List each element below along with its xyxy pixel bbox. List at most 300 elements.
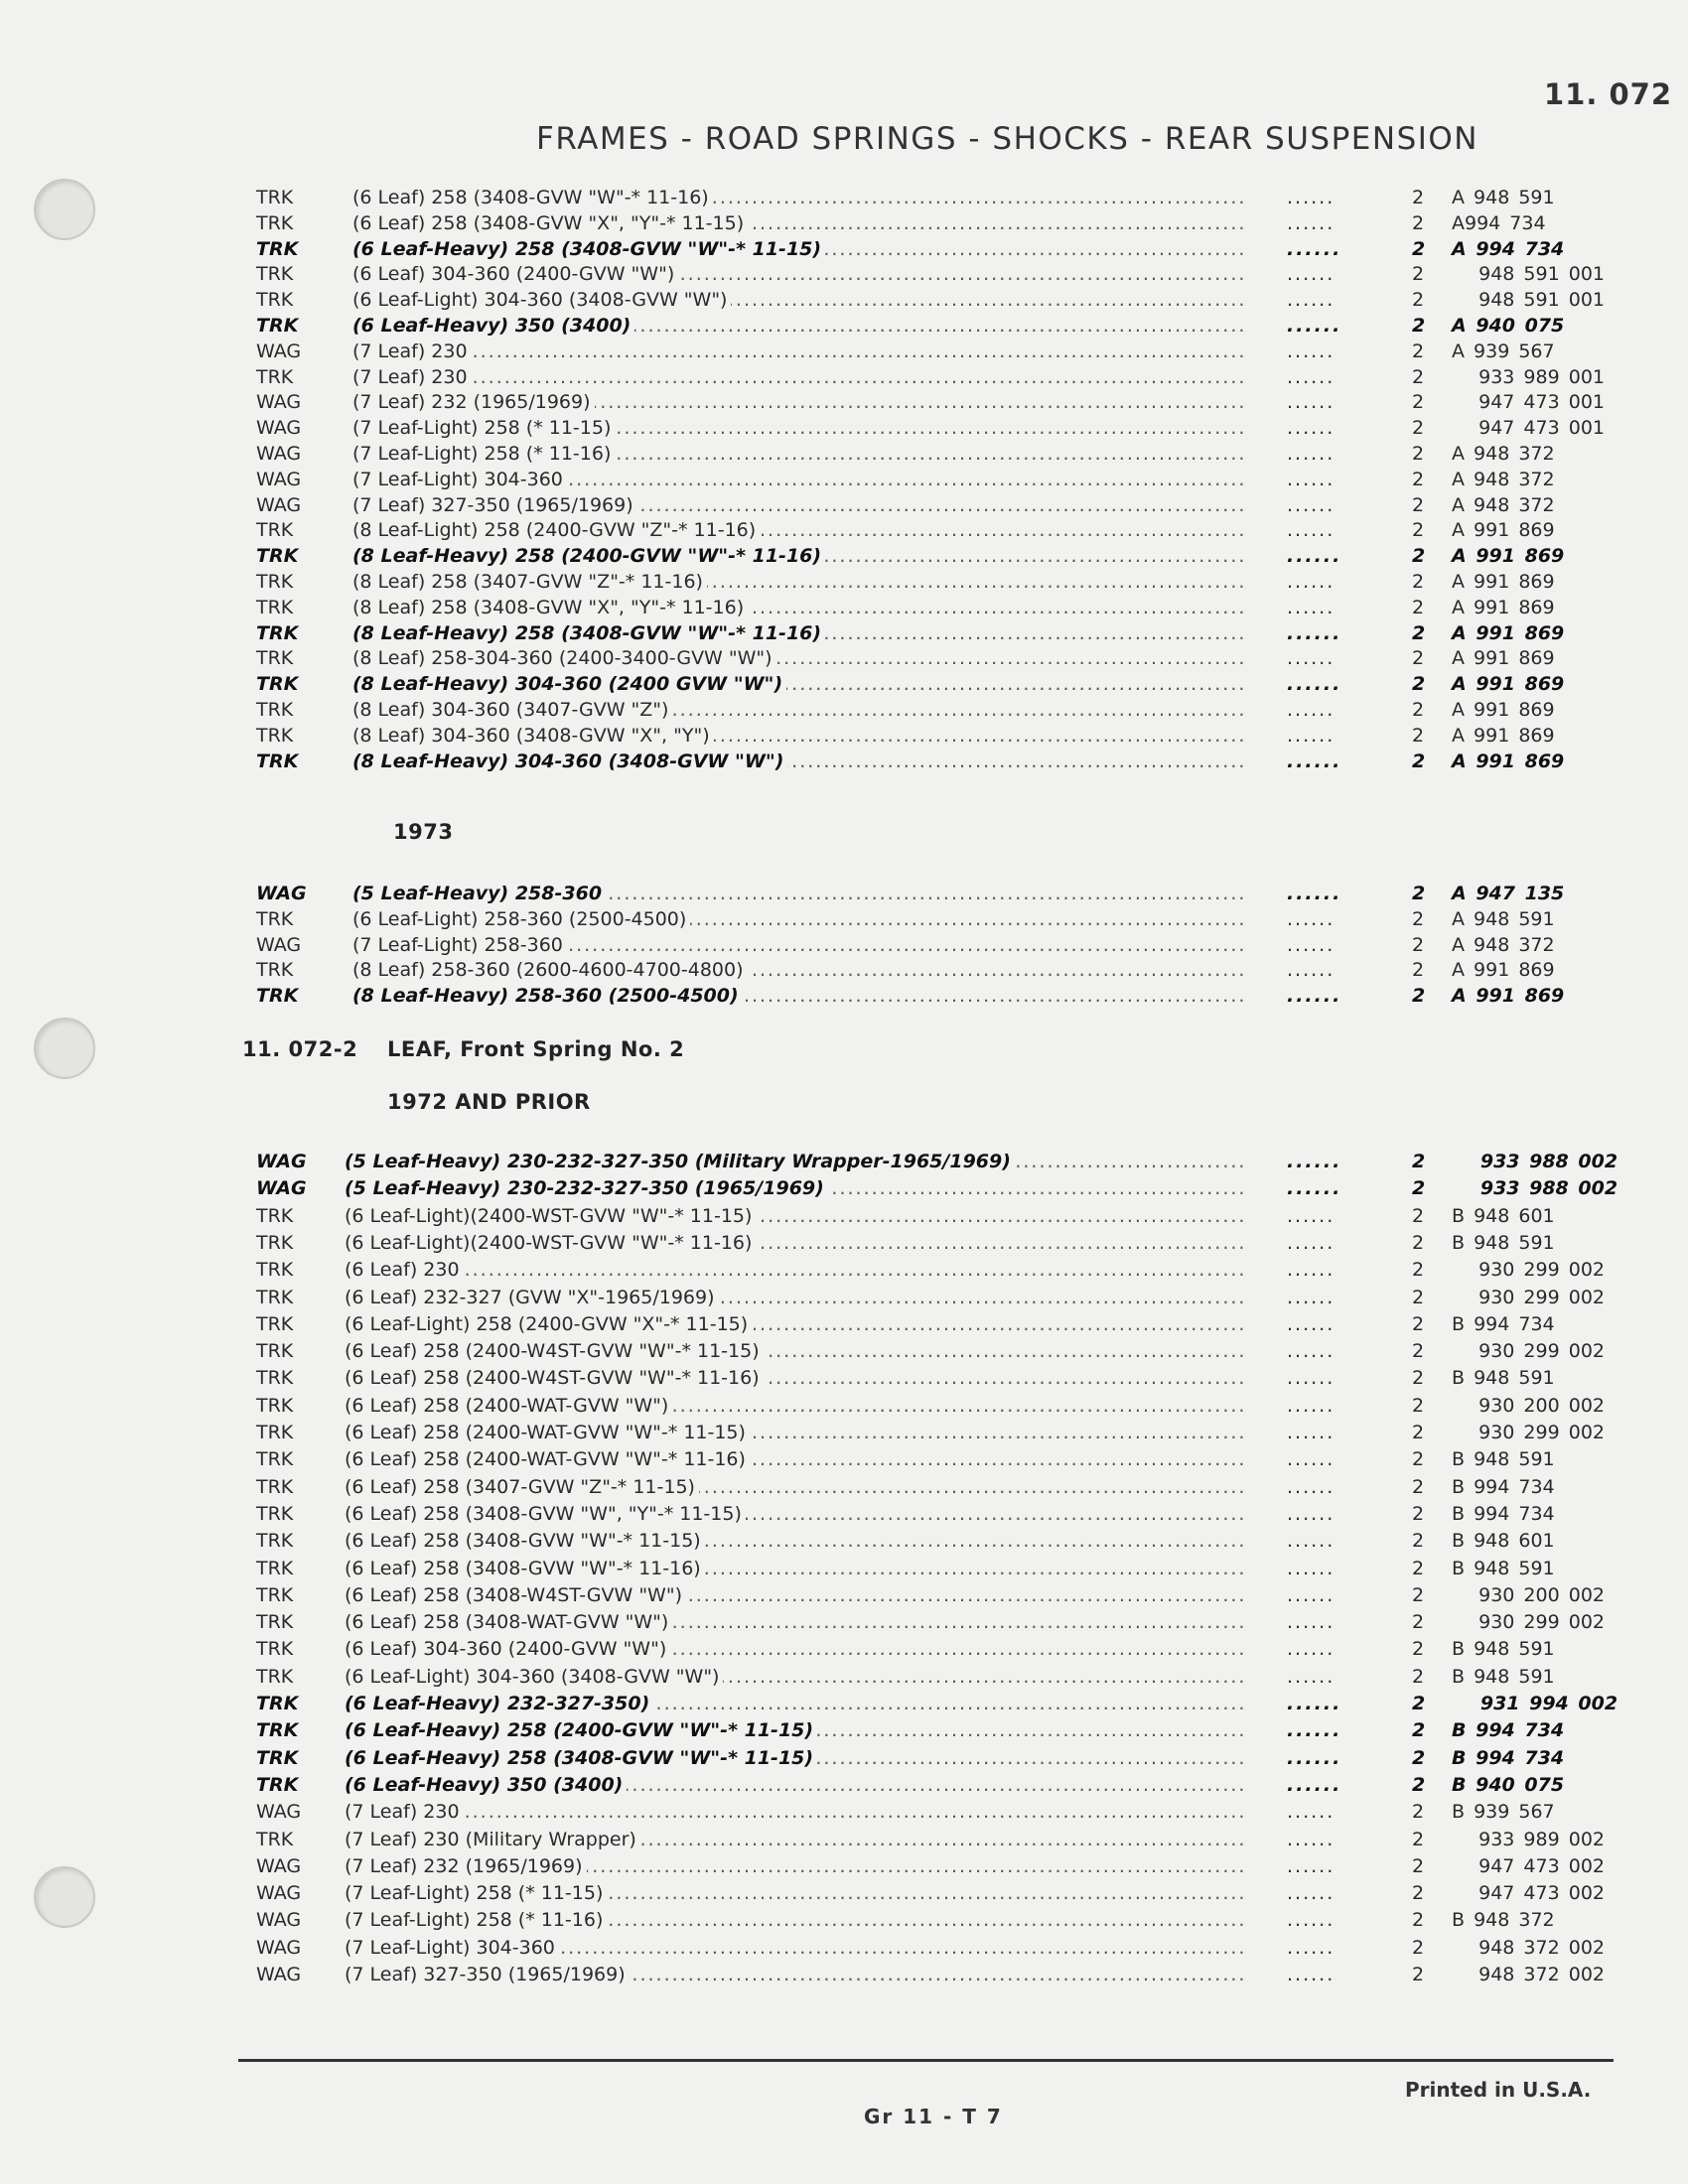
part-description: (8 Leaf) 258 (3407-GVW "Z"-* 11-16) ..... [352, 569, 1248, 595]
vehicle-type: TRK [256, 647, 294, 670]
quantity: 2 [1412, 724, 1425, 747]
vehicle-type: TRK [256, 1665, 294, 1688]
part-number: A 991 869 [1452, 571, 1555, 593]
vehicle-type: TRK [256, 315, 299, 337]
part-number: 933 988 002 [1452, 1177, 1618, 1200]
quantity: 2 [1412, 1773, 1426, 1796]
parts-row [0, 671, 1688, 697]
part-number: A 948 372 [1452, 443, 1555, 465]
parts-row [0, 1311, 1688, 1337]
part-number: A 948 372 [1452, 468, 1555, 490]
vehicle-type: WAG [256, 340, 302, 362]
quantity: 2 [1412, 985, 1426, 1008]
part-description: (6 Leaf) 258 (3408-W4ST-GVW "W") ..... [345, 1582, 1248, 1608]
part-description: (6 Leaf-Light) 258 (2400-GVW "X"-* 11-15) ..... [345, 1311, 1248, 1337]
vehicle-type: TRK [256, 1828, 294, 1850]
parts-row [0, 595, 1688, 620]
part-description: (7 Leaf-Light) 304-360 ..... [345, 1935, 1248, 1961]
quantity: 2 [1412, 1801, 1425, 1824]
vehicle-type: TRK [256, 1231, 294, 1254]
quantity: 2 [1412, 519, 1425, 542]
part-number: A 947 135 [1452, 883, 1565, 904]
part-description: (8 Leaf) 304-360 (3408-GVW "X", "Y") ..... [352, 723, 1248, 749]
part-number: 948 372 002 [1452, 1964, 1605, 1985]
quantity: 2 [1412, 289, 1425, 312]
parts-row [0, 210, 1688, 236]
leader-dots: ...... [1287, 596, 1336, 618]
quantity: 2 [1412, 1502, 1425, 1525]
parts-row [0, 569, 1688, 595]
leader-dots: ...... [1287, 1854, 1336, 1877]
quantity: 2 [1412, 1475, 1425, 1498]
parts-row [0, 1717, 1688, 1743]
parts-row [0, 364, 1688, 390]
leader-dots: ...... [1287, 493, 1336, 516]
leader-dots: ...... [1287, 443, 1336, 465]
quantity: 2 [1412, 933, 1425, 956]
vehicle-type: WAG [256, 1936, 302, 1959]
part-number: B 994 734 [1452, 1312, 1555, 1335]
leader-dots: ...... [1287, 959, 1336, 982]
quantity: 2 [1412, 1448, 1425, 1471]
leader-dots: ...... [1287, 883, 1342, 904]
parts-row [0, 1935, 1688, 1961]
printed-note: Printed in U.S.A. [1405, 2078, 1592, 2102]
part-number: B 994 734 [1452, 1719, 1565, 1742]
vehicle-type: TRK [256, 907, 294, 930]
leader-dots: ...... [1287, 1151, 1342, 1172]
vehicle-type: WAG [256, 1177, 307, 1200]
leader-dots: ...... [1287, 699, 1336, 721]
leader-dots: ...... [1287, 1746, 1342, 1769]
part-description: (6 Leaf) 258 (3408-WAT-GVW "W") ..... [345, 1609, 1248, 1635]
part-description: (8 Leaf) 258 (3408-GVW "X", "Y"-* 11-16) ..... [352, 595, 1248, 620]
vehicle-type: WAG [256, 1882, 302, 1905]
part-number: A 991 869 [1452, 621, 1565, 644]
footer-code: Gr 11 - T 7 [864, 2105, 1003, 2128]
parts-row [0, 389, 1688, 415]
section-title: LEAF, Front Spring No. 2 [387, 1037, 685, 1061]
part-number: A 991 869 [1452, 545, 1565, 568]
part-description: (8 Leaf-Heavy) 258 (3408-GVW "W"-* 11-16) ..... [352, 620, 1248, 646]
leader-dots: ...... [1287, 1693, 1342, 1714]
vehicle-type: WAG [256, 883, 307, 904]
leader-dots: ...... [1287, 1394, 1336, 1417]
part-number: 933 989 001 [1452, 365, 1605, 388]
part-description: (6 Leaf-Light) 304-360 (3408-GVW "W") ..... [352, 287, 1248, 313]
parts-row [0, 543, 1688, 569]
vehicle-type: TRK [256, 699, 294, 721]
binder-hole-middle [34, 1018, 95, 1079]
part-number: B 940 075 [1452, 1773, 1565, 1796]
part-description: (6 Leaf) 304-360 (2400-GVW "W") ..... [352, 261, 1248, 287]
quantity: 2 [1412, 365, 1425, 388]
quantity: 2 [1412, 1665, 1425, 1688]
quantity: 2 [1412, 1611, 1425, 1634]
part-number: A 940 075 [1452, 315, 1565, 337]
quantity: 2 [1412, 621, 1426, 644]
part-description: (8 Leaf-Heavy) 304-360 (3408-GVW "W") ..... [352, 749, 1248, 774]
quantity: 2 [1412, 1583, 1425, 1606]
quantity: 2 [1412, 1151, 1426, 1172]
leader-dots: ...... [1287, 1422, 1336, 1443]
part-description: (6 Leaf) 258 (3407-GVW "Z"-* 11-15) ..... [345, 1474, 1248, 1500]
quantity: 2 [1412, 1909, 1425, 1932]
leader-dots: ...... [1287, 289, 1336, 312]
parts-row [0, 1203, 1688, 1229]
part-number: 930 299 002 [1452, 1286, 1605, 1308]
part-description: (6 Leaf-Heavy) 232-327-350) ..... [345, 1691, 1248, 1716]
leader-dots: ...... [1287, 1312, 1336, 1335]
vehicle-type: TRK [256, 1583, 294, 1606]
vehicle-type: WAG [256, 468, 302, 490]
vehicle-type: TRK [256, 959, 294, 982]
vehicle-type: TRK [256, 1557, 294, 1579]
vehicle-type: TRK [256, 1340, 294, 1363]
part-description: (8 Leaf-Heavy) 258-360 (2500-4500) ..... [352, 983, 1248, 1009]
vehicle-type: TRK [256, 545, 299, 568]
parts-row [0, 1664, 1688, 1690]
vehicle-type: TRK [256, 1746, 299, 1769]
vehicle-type: TRK [256, 1259, 294, 1282]
leader-dots: ...... [1287, 1882, 1336, 1905]
quantity: 2 [1412, 1340, 1425, 1363]
part-number: 948 591 001 [1452, 289, 1605, 312]
parts-row [0, 906, 1688, 932]
quantity: 2 [1412, 1854, 1425, 1877]
part-number: A994 734 [1452, 211, 1546, 234]
part-number: 930 299 002 [1452, 1422, 1605, 1443]
vehicle-type: TRK [256, 1693, 299, 1714]
leader-dots: ...... [1287, 211, 1336, 234]
quantity: 2 [1412, 1638, 1425, 1661]
vehicle-type: TRK [256, 289, 294, 312]
vehicle-type: TRK [256, 263, 294, 286]
quantity: 2 [1412, 699, 1425, 721]
parts-row [0, 749, 1688, 774]
section-number: 11. 072-2 [242, 1037, 358, 1061]
part-number: A 991 869 [1452, 673, 1565, 696]
part-number: B 994 734 [1452, 1475, 1555, 1498]
parts-row [0, 1474, 1688, 1500]
vehicle-type: TRK [256, 1502, 294, 1525]
parts-row [0, 1338, 1688, 1364]
quantity: 2 [1412, 1177, 1426, 1200]
part-number: A 991 869 [1452, 596, 1555, 618]
parts-row [0, 1582, 1688, 1608]
part-number: 947 473 001 [1452, 417, 1605, 440]
part-number: B 948 591 [1452, 1665, 1555, 1688]
part-description: (7 Leaf) 232 (1965/1969) ..... [352, 389, 1248, 415]
part-number: A 991 869 [1452, 519, 1555, 542]
vehicle-type: TRK [256, 1475, 294, 1498]
part-description: (6 Leaf-Light)(2400-WST-GVW "W"-* 11-16) ..... [345, 1230, 1248, 1256]
leader-dots: ...... [1287, 724, 1336, 747]
vehicle-type: TRK [256, 571, 294, 593]
parts-row [0, 1962, 1688, 1987]
part-number: A 991 869 [1452, 985, 1565, 1008]
quantity: 2 [1412, 1394, 1425, 1417]
quantity: 2 [1412, 596, 1425, 618]
vehicle-type: WAG [256, 443, 302, 465]
parts-row [0, 1257, 1688, 1283]
vehicle-type: TRK [256, 750, 299, 772]
quantity: 2 [1412, 493, 1425, 516]
vehicle-type: TRK [256, 1286, 294, 1308]
leader-dots: ...... [1287, 1340, 1336, 1363]
parts-row [0, 1528, 1688, 1554]
quantity: 2 [1412, 1882, 1425, 1905]
leader-dots: ...... [1287, 621, 1342, 644]
vehicle-type: TRK [256, 187, 294, 208]
quantity: 2 [1412, 1964, 1425, 1985]
leader-dots: ...... [1287, 365, 1336, 388]
leader-dots: ...... [1287, 1530, 1336, 1553]
parts-row [0, 415, 1688, 441]
quantity: 2 [1412, 1231, 1425, 1254]
part-number: 947 473 001 [1452, 391, 1605, 414]
vehicle-type: TRK [256, 365, 294, 388]
part-description: (6 Leaf) 258 (3408-GVW "W"-* 11-16) ..... [352, 185, 1248, 210]
vehicle-type: WAG [256, 1964, 302, 1985]
part-description: (7 Leaf) 230 ..... [352, 339, 1248, 364]
part-description: (7 Leaf) 230 ..... [352, 364, 1248, 390]
quantity: 2 [1412, 647, 1425, 670]
quantity: 2 [1412, 417, 1425, 440]
parts-row [0, 957, 1688, 983]
part-description: (8 Leaf-Light) 258 (2400-GVW "Z"-* 11-16) ..... [352, 517, 1248, 543]
part-number: 948 372 002 [1452, 1936, 1605, 1959]
part-number: A 939 567 [1452, 340, 1555, 362]
parts-row [0, 467, 1688, 492]
leader-dots: ...... [1287, 933, 1336, 956]
vehicle-type: TRK [256, 1448, 294, 1471]
leader-dots: ...... [1287, 187, 1336, 208]
parts-row [0, 1745, 1688, 1771]
vehicle-type: TRK [256, 1638, 294, 1661]
part-number: 930 299 002 [1452, 1340, 1605, 1363]
parts-row [0, 1827, 1688, 1852]
part-description: (6 Leaf-Heavy) 350 (3400) ..... [345, 1772, 1248, 1798]
leader-dots: ...... [1287, 1964, 1336, 1985]
quantity: 2 [1412, 187, 1425, 208]
part-number: 933 989 002 [1452, 1828, 1605, 1850]
leader-dots: ...... [1287, 1828, 1336, 1850]
vehicle-type: WAG [256, 933, 302, 956]
part-description: (6 Leaf) 258 (2400-WAT-GVW "W") ..... [345, 1393, 1248, 1419]
parts-row [0, 1556, 1688, 1581]
vehicle-type: WAG [256, 1151, 307, 1172]
vehicle-type: TRK [256, 985, 299, 1008]
part-number: B 994 734 [1452, 1746, 1565, 1769]
part-number: A 991 869 [1452, 699, 1555, 721]
quantity: 2 [1412, 263, 1425, 286]
part-description: (7 Leaf) 327-350 (1965/1969) ..... [345, 1962, 1248, 1987]
vehicle-type: WAG [256, 1854, 302, 1877]
part-description: (7 Leaf) 230 (Military Wrapper) ..... [345, 1827, 1248, 1852]
leader-dots: ...... [1287, 417, 1336, 440]
parts-row [0, 1691, 1688, 1716]
parts-row [0, 313, 1688, 339]
part-description: (6 Leaf) 258 (2400-WAT-GVW "W"-* 11-16) ..... [345, 1446, 1248, 1472]
part-description: (5 Leaf-Heavy) 230-232-327-350 (Military Wrapper-1965/1969) ..... [345, 1149, 1248, 1174]
parts-row [0, 1149, 1688, 1174]
parts-row [0, 1365, 1688, 1391]
page-number: 11. 072 [1544, 77, 1673, 111]
part-number: B 948 591 [1452, 1638, 1555, 1661]
part-number: B 948 591 [1452, 1557, 1555, 1579]
parts-row [0, 1501, 1688, 1527]
part-description: (8 Leaf-Heavy) 258 (2400-GVW "W"-* 11-16) ..... [352, 543, 1248, 569]
part-number: 930 200 002 [1452, 1583, 1605, 1606]
parts-row [0, 339, 1688, 364]
part-number: B 939 567 [1452, 1801, 1555, 1824]
part-description: (6 Leaf-Heavy) 350 (3400) ..... [352, 313, 1248, 339]
part-number: A 948 591 [1452, 907, 1555, 930]
part-number: A 991 869 [1452, 724, 1555, 747]
leader-dots: ...... [1287, 1204, 1336, 1227]
part-number: B 948 372 [1452, 1909, 1555, 1932]
parts-row [0, 620, 1688, 646]
part-number: B 948 591 [1452, 1448, 1555, 1471]
leader-dots: ...... [1287, 571, 1336, 593]
vehicle-type: WAG [256, 1909, 302, 1932]
leader-dots: ...... [1287, 468, 1336, 490]
vehicle-type: TRK [256, 1204, 294, 1227]
part-description: (6 Leaf) 258 (2400-W4ST-GVW "W"-* 11-15) ..... [345, 1338, 1248, 1364]
quantity: 2 [1412, 1936, 1425, 1959]
part-description: (6 Leaf) 258 (2400-W4ST-GVW "W"-* 11-16) ..... [345, 1365, 1248, 1391]
part-number: 948 591 001 [1452, 263, 1605, 286]
parts-row [0, 1799, 1688, 1825]
leader-dots: ...... [1287, 1801, 1336, 1824]
leader-dots: ...... [1287, 1665, 1336, 1688]
leader-dots: ...... [1287, 1286, 1336, 1308]
leader-dots: ...... [1287, 1502, 1336, 1525]
leader-dots: ...... [1287, 237, 1342, 260]
parts-row [0, 645, 1688, 671]
part-description: (7 Leaf-Light) 258 (* 11-16) ..... [345, 1907, 1248, 1933]
parts-row [0, 723, 1688, 749]
parts-row [0, 697, 1688, 723]
parts-row [0, 1853, 1688, 1879]
leader-dots: ...... [1287, 340, 1336, 362]
vehicle-type: TRK [256, 519, 294, 542]
part-description: (8 Leaf) 258-360 (2600-4600-4700-4800) ..... [352, 957, 1248, 983]
parts-row [0, 1907, 1688, 1933]
part-description: (7 Leaf-Light) 304-360 ..... [352, 467, 1248, 492]
quantity: 2 [1412, 340, 1425, 362]
quantity: 2 [1412, 1746, 1426, 1769]
part-description: (6 Leaf-Heavy) 258 (2400-GVW "W"-* 11-15) ..... [345, 1717, 1248, 1743]
parts-row [0, 932, 1688, 958]
part-number: 947 473 002 [1452, 1854, 1605, 1877]
part-number: A 991 869 [1452, 750, 1565, 772]
leader-dots: ...... [1287, 1773, 1342, 1796]
part-number: B 948 601 [1452, 1204, 1555, 1227]
quantity: 2 [1412, 315, 1426, 337]
leader-dots: ...... [1287, 263, 1336, 286]
quantity: 2 [1412, 1204, 1425, 1227]
part-description: (6 Leaf-Heavy) 258 (3408-GVW "W"-* 11-15) ..... [352, 236, 1248, 262]
part-description: (6 Leaf-Light) 258-360 (2500-4500) ..... [352, 906, 1248, 932]
quantity: 2 [1412, 907, 1425, 930]
part-number: A 994 734 [1452, 237, 1565, 260]
parts-row [0, 261, 1688, 287]
part-description: (6 Leaf) 258 (3408-GVW "X", "Y"-* 11-15) ..... [352, 210, 1248, 236]
part-description: (7 Leaf-Light) 258 (* 11-16) ..... [352, 441, 1248, 467]
leader-dots: ...... [1287, 315, 1342, 337]
quantity: 2 [1412, 883, 1426, 904]
vehicle-type: TRK [256, 621, 299, 644]
quantity: 2 [1412, 443, 1425, 465]
parts-row [0, 441, 1688, 467]
part-description: (7 Leaf-Light) 258-360 ..... [352, 932, 1248, 958]
footer-rule [238, 2059, 1614, 2062]
quantity: 2 [1412, 571, 1425, 593]
quantity: 2 [1412, 1557, 1425, 1579]
quantity: 2 [1412, 1259, 1425, 1282]
leader-dots: ...... [1287, 1583, 1336, 1606]
vehicle-type: TRK [256, 1611, 294, 1634]
vehicle-type: TRK [256, 1530, 294, 1553]
parts-row [0, 881, 1688, 906]
vehicle-type: TRK [256, 596, 294, 618]
part-number: B 948 601 [1452, 1530, 1555, 1553]
part-description: (6 Leaf) 230 ..... [345, 1257, 1248, 1283]
vehicle-type: TRK [256, 1422, 294, 1443]
part-description: (5 Leaf-Heavy) 230-232-327-350 (1965/1969) ..... [345, 1175, 1248, 1201]
part-number: 931 994 002 [1452, 1693, 1618, 1714]
vehicle-type: TRK [256, 673, 299, 696]
leader-dots: ...... [1287, 1936, 1336, 1959]
part-description: (6 Leaf) 304-360 (2400-GVW "W") ..... [345, 1636, 1248, 1662]
page-title: FRAMES - ROAD SPRINGS - SHOCKS - REAR SUSPENSION [536, 121, 1478, 157]
part-number: 930 299 002 [1452, 1611, 1605, 1634]
quantity: 2 [1412, 750, 1426, 772]
quantity: 2 [1412, 1367, 1425, 1390]
quantity: 2 [1412, 1828, 1425, 1850]
leader-dots: ...... [1287, 673, 1342, 696]
quantity: 2 [1412, 468, 1425, 490]
part-description: (7 Leaf) 327-350 (1965/1969) ..... [352, 492, 1248, 518]
leader-dots: ...... [1287, 1367, 1336, 1390]
vehicle-type: TRK [256, 237, 299, 260]
parts-row [0, 1609, 1688, 1635]
part-description: (7 Leaf-Light) 258 (* 11-15) ..... [352, 415, 1248, 441]
parts-row [0, 1636, 1688, 1662]
part-description: (6 Leaf-Light)(2400-WST-GVW "W"-* 11-15) ..... [345, 1203, 1248, 1229]
parts-row [0, 1772, 1688, 1798]
part-description: (6 Leaf) 258 (2400-WAT-GVW "W"-* 11-15) ..... [345, 1420, 1248, 1445]
vehicle-type: TRK [256, 724, 294, 747]
leader-dots: ...... [1287, 1638, 1336, 1661]
leader-dots: ...... [1287, 1259, 1336, 1282]
part-description: (6 Leaf) 258 (3408-GVW "W"-* 11-16) ..... [345, 1556, 1248, 1581]
part-number: 930 200 002 [1452, 1394, 1605, 1417]
part-number: A 948 372 [1452, 493, 1555, 516]
vehicle-type: TRK [256, 1394, 294, 1417]
parts-row [0, 1420, 1688, 1445]
quantity: 2 [1412, 1312, 1425, 1335]
parts-row [0, 185, 1688, 210]
part-number: B 994 734 [1452, 1502, 1555, 1525]
part-number: A 991 869 [1452, 647, 1555, 670]
part-description: (7 Leaf) 232 (1965/1969) ..... [345, 1853, 1248, 1879]
part-description: (6 Leaf-Light) 304-360 (3408-GVW "W") ..... [345, 1664, 1248, 1690]
parts-row [0, 287, 1688, 313]
vehicle-type: TRK [256, 211, 294, 234]
